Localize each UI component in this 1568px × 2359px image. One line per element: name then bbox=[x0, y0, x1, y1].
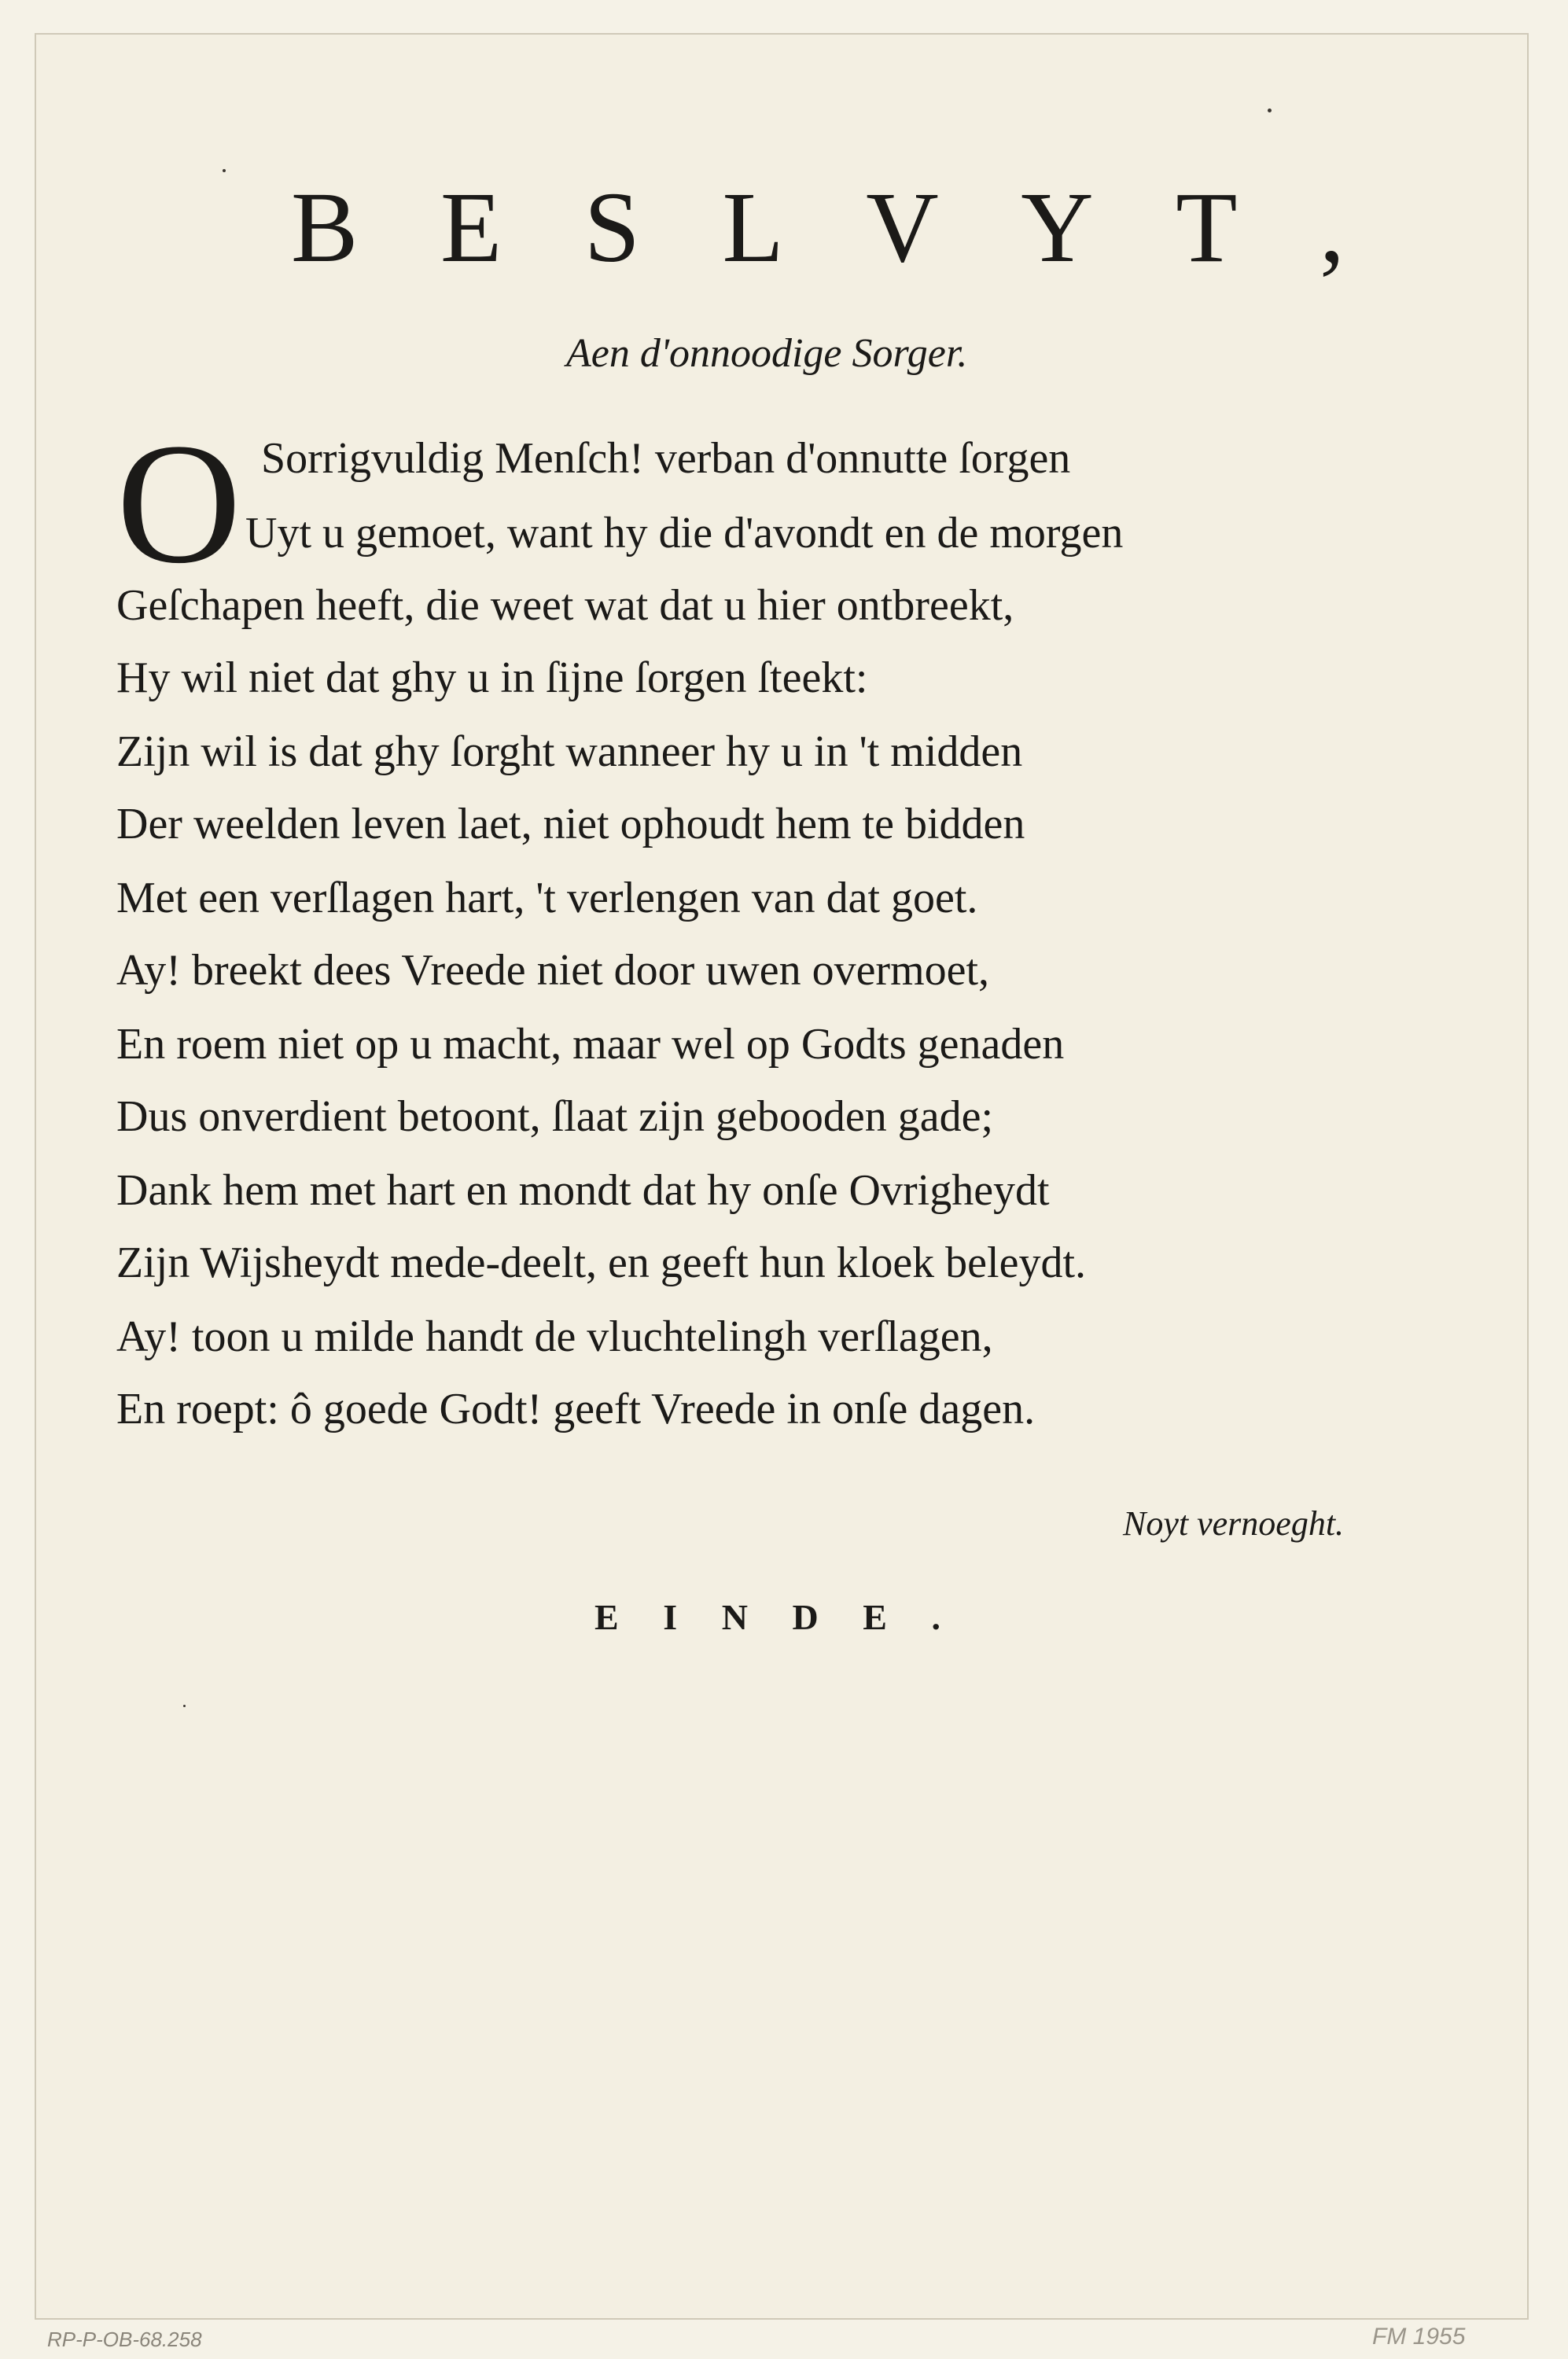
poem-line: Hy wil niet dat ghy u in ſijne ſorgen ſteekt: bbox=[116, 653, 868, 702]
poem-line: Ay! toon u milde handt de vluchtelingh verſlagen, bbox=[116, 1312, 993, 1361]
poem-line: Zijn wil is dat ghy ſorght wanneer hy u in 't midden bbox=[116, 727, 1023, 776]
poem-line: Sorrigvuldig Menſch! verban d'onnutte ſorgen bbox=[261, 434, 1071, 483]
drop-cap: O bbox=[116, 407, 241, 599]
poem-line: En roem niet op u macht, maar wel op Godts genaden bbox=[116, 1020, 1065, 1069]
einde-letter: N bbox=[721, 1597, 748, 1637]
ink-speck bbox=[223, 169, 226, 172]
ink-speck bbox=[183, 1705, 186, 1707]
poem-line: Met een verſlagen hart, 't verlengen van dat goet. bbox=[116, 874, 978, 922]
einde-letter: D bbox=[792, 1597, 819, 1637]
title-letter: E bbox=[440, 171, 502, 283]
poem-line: Uyt u gemoet, want hy die d'avondt en de morgen bbox=[245, 509, 1124, 558]
poem-line: Zijn Wijsheydt mede-deelt, en geeft hun kloek beleydt. bbox=[116, 1238, 1087, 1287]
poem-line: Der weelden leven laet, niet ophoudt hem te bidden bbox=[116, 800, 1025, 848]
einde-letter: I bbox=[663, 1597, 678, 1637]
subtitle: Aen d'onnoodige Sorger. bbox=[566, 331, 968, 376]
einde-letter: E bbox=[863, 1597, 887, 1637]
title-letter: Y bbox=[1021, 171, 1094, 283]
title-letter: T bbox=[1176, 171, 1238, 283]
poem-line: Dus onverdient betoont, ſlaat zijn gebooden gade; bbox=[116, 1092, 994, 1141]
poem-line: En roept: ô goede Godt! geeft Vreede in onſe dagen. bbox=[116, 1385, 1036, 1433]
title-letter: B bbox=[291, 171, 359, 283]
title-letter: S bbox=[583, 171, 640, 283]
title-letter: V bbox=[866, 171, 939, 283]
einde-letter: E bbox=[594, 1597, 619, 1637]
inventory-number: RP-P-OB-68.258 bbox=[47, 2328, 202, 2351]
page-title bbox=[291, 171, 1345, 283]
title-letter: , bbox=[1319, 171, 1345, 283]
poem-line: Ay! breekt dees Vreede niet door uwen overmoet, bbox=[116, 946, 990, 995]
einde-letter: . bbox=[931, 1597, 940, 1637]
poem-line: Geſchapen heeft, die weet wat dat u hier ontbreekt, bbox=[116, 581, 1014, 630]
signature: Noyt vernoeght. bbox=[1123, 1504, 1345, 1543]
ink-speck bbox=[1268, 109, 1272, 112]
title-letter: L bbox=[722, 171, 784, 283]
einde-heading bbox=[594, 1596, 940, 1638]
poem-line: Dank hem met hart en mondt dat hy onſe Ovrigheydt bbox=[116, 1166, 1050, 1215]
collection-mark: FM 1955 bbox=[1372, 2324, 1466, 2350]
